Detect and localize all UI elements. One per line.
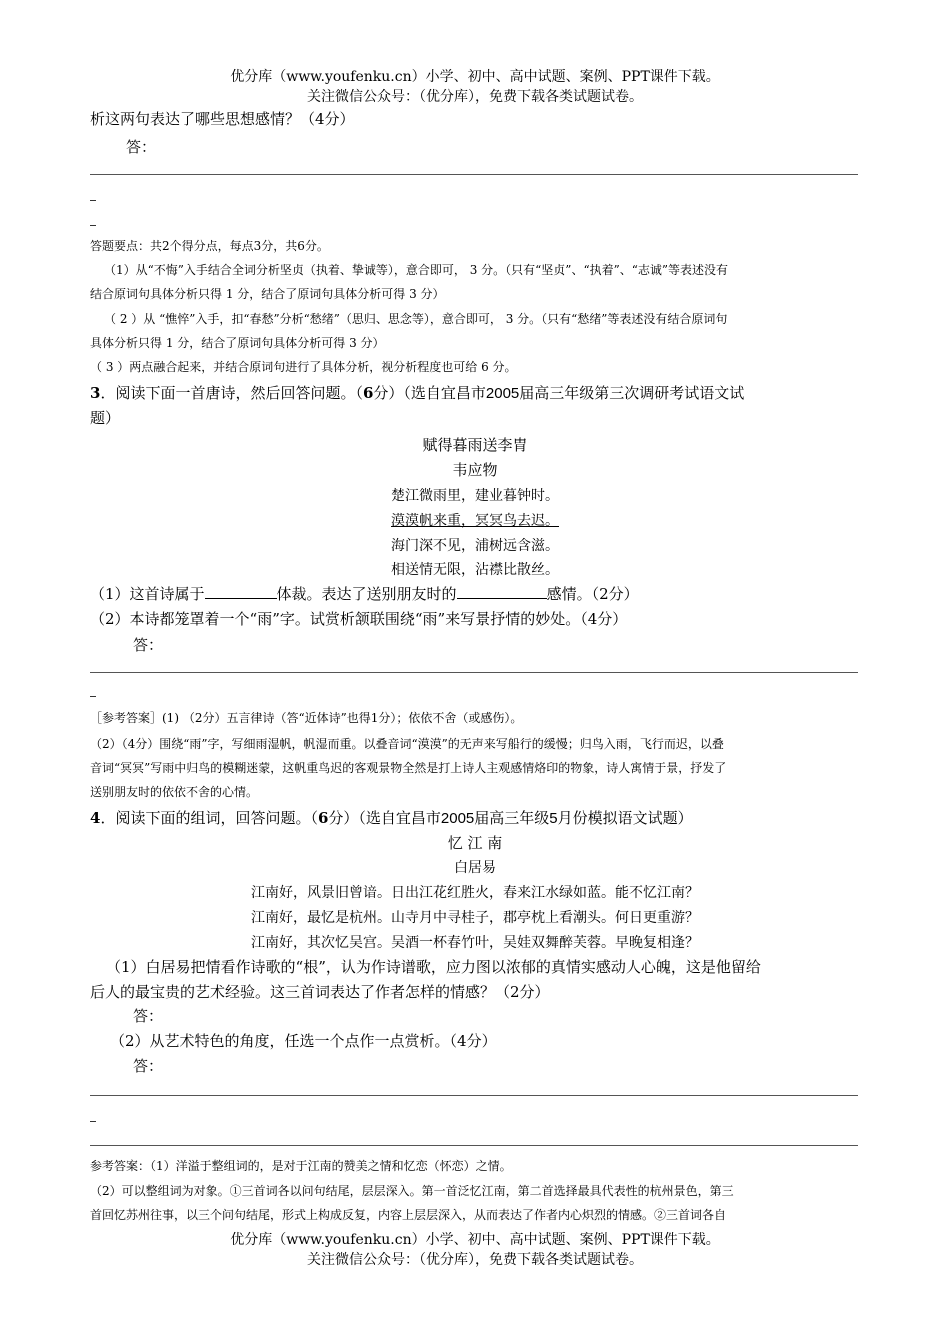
q4-sub2: （2）从艺术特色的角度，任选一个点作一点赏析。（4分） (110, 1032, 497, 1050)
q3-key-d: 送别朋友时的依依不舍的心情。 (90, 785, 259, 799)
q4-poem-title: 忆 江 南 (447, 834, 503, 852)
q3-answer-label: 答： (133, 636, 164, 654)
q4-sub1-a: （1）白居易把情看作诗歌的“根”，认为作诗谱歌，应力图以浓郁的真情实感动人心魄，这是他留给 (106, 958, 761, 976)
q4-poem-line: 江南好，最忆是杭州。山寺月中寻桂子，郡亭枕上看潮头。何日更重游？ (251, 910, 699, 926)
fill-blank-2[interactable] (457, 584, 547, 599)
q4-sub1-b: 后人的最宝贵的艺术经验。这三首词表达了作者怎样的情感？（2分） (90, 983, 550, 1001)
q2-key2-b: 具体分析只得 1 分，结合了原词句具体分析可得 3 分） (90, 336, 385, 350)
q3-key-b: （2）（4分）围绕“雨”字，写细雨湿帆，帆湿而重。以叠音词“漠漠”的无声来写船行的缓慢；归鸟入雨，飞行而迟，以叠 (90, 737, 724, 751)
q4-answer-label-1: 答： (133, 1007, 164, 1025)
answer-line (90, 1095, 858, 1096)
answer-dash (90, 225, 96, 226)
q3-poem-title: 赋得暮雨送李胄 (422, 436, 528, 454)
q3-poem-line: 楚江微雨里，建业暮钟时。 (391, 488, 559, 504)
q2-key1-b: 结合原词句具体分析只得 1 分，结合了原词句具体分析可得 3 分） (90, 287, 445, 301)
q4-poem-line: 江南好，其次忆吴宫。吴酒一杯春竹叶，吴娃双舞醉芙蓉。早晚复相逢？ (251, 935, 699, 951)
q2-key-intro: 答题要点：共2个得分点，每点3分，共6分。 (90, 239, 329, 253)
q3-key-a: ［参考答案］(1) （2分）五言律诗（答“近体诗”也得1分）；依依不舍（或感伤）。 (90, 711, 523, 725)
q2-tail: 析这两句表达了哪些思想感情？（4分） (90, 110, 355, 128)
q3-stem-cont: 题） (90, 409, 121, 427)
answer-dash (90, 200, 96, 201)
q3-stem: 3．阅读下面一首唐诗，然后回答问题。（6分）（选自宜昌市2005届高三年级第三次调研考试语文试 (90, 384, 745, 402)
answer-line (90, 672, 858, 673)
q4-key-a: 参考答案：（1）洋溢于整组词的，是对于江南的赞美之情和忆恋（怀恋）之情。 (90, 1159, 512, 1173)
q3-key-c: 音词“冥冥”写雨中归鸟的模糊迷蒙，这帆重鸟迟的客观景物全然是打上诗人主观感情烙印的物象，诗人寓情于景，抒发了 (90, 761, 727, 775)
q4-poem-line: 江南好，风景旧曾谙。日出江花红胜火，春来江水绿如蓝。能不忆江南？ (251, 885, 699, 901)
q4-key-c: 首回忆苏州往事，以三个问句结尾，形式上构成反复，内容上层层深入，从而表达了作者内心炽烈的情感。②三首词各自 (90, 1208, 727, 1222)
footer-line-2: 关注微信公众号：（优分库），免费下载各类试题试卷。 (307, 1252, 643, 1268)
q3-sub1: （1）这首诗属于 体裁。表达了送别朋友时的 感情。（2分） (90, 585, 639, 603)
header-line-2: 关注微信公众号：（优分库），免费下载各类试题试卷。 (307, 89, 643, 105)
answer-line (90, 1145, 858, 1146)
footer-line-1: 优分库（www.youfenku.cn）小学、初中、高中试题、案例、PPT课件下载。 (230, 1232, 720, 1248)
q2-key3: （ 3 ）两点融合起来，并结合原词句进行了具体分析，视分析程度也可给 6 分。 (90, 360, 517, 374)
q4-poem-author: 白居易 (454, 860, 496, 876)
q4-answer-label-2: 答： (133, 1057, 164, 1075)
header-line-1: 优分库（www.youfenku.cn）小学、初中、高中试题、案例、PPT课件下载。 (230, 69, 720, 85)
q3-poem-line-underlined: 漠漠帆来重，冥冥鸟去迟。 (391, 513, 559, 529)
q2-answer-label: 答： (126, 138, 157, 156)
q4-stem: 4．阅读下面的组词，回答问题。（6分）（选自宜昌市2005届高三年级5月份模拟语文试题） (90, 809, 693, 827)
fill-blank-1[interactable] (205, 584, 277, 599)
q2-key2-a: （ 2 ）从 “憔悴”入手，扣“春愁”分析“愁绪”（思归、思念等），意合即可， 3 分。（只有“愁绪”等表述没有结合原词句 (104, 312, 728, 326)
answer-dash (90, 696, 96, 697)
answer-dash (90, 1121, 96, 1122)
q3-sub2: （2）本诗都笼罩着一个“雨”字。试赏析颔联围绕“雨”来写景抒情的妙处。（4分） (90, 610, 628, 628)
q3-poem-author: 韦应物 (452, 462, 498, 479)
answer-line (90, 174, 858, 175)
q2-key1-a: （1）从“不悔”入手结合全词分析坚贞（执着、挚诚等），意合即可， 3 分。（只有“坚贞”、“执着”、“志诚”等表述没有 (104, 263, 728, 277)
q3-poem-line: 海门深不见，浦树远含滋。 (391, 538, 559, 554)
q4-key-b: （2）可以整组词为对象。①三首词各以问句结尾，层层深入。第一首泛忆江南，第二首选择最具代表性的杭州景色，第三 (90, 1184, 734, 1198)
q3-poem-line: 相送情无限，沾襟比散丝。 (391, 562, 559, 578)
